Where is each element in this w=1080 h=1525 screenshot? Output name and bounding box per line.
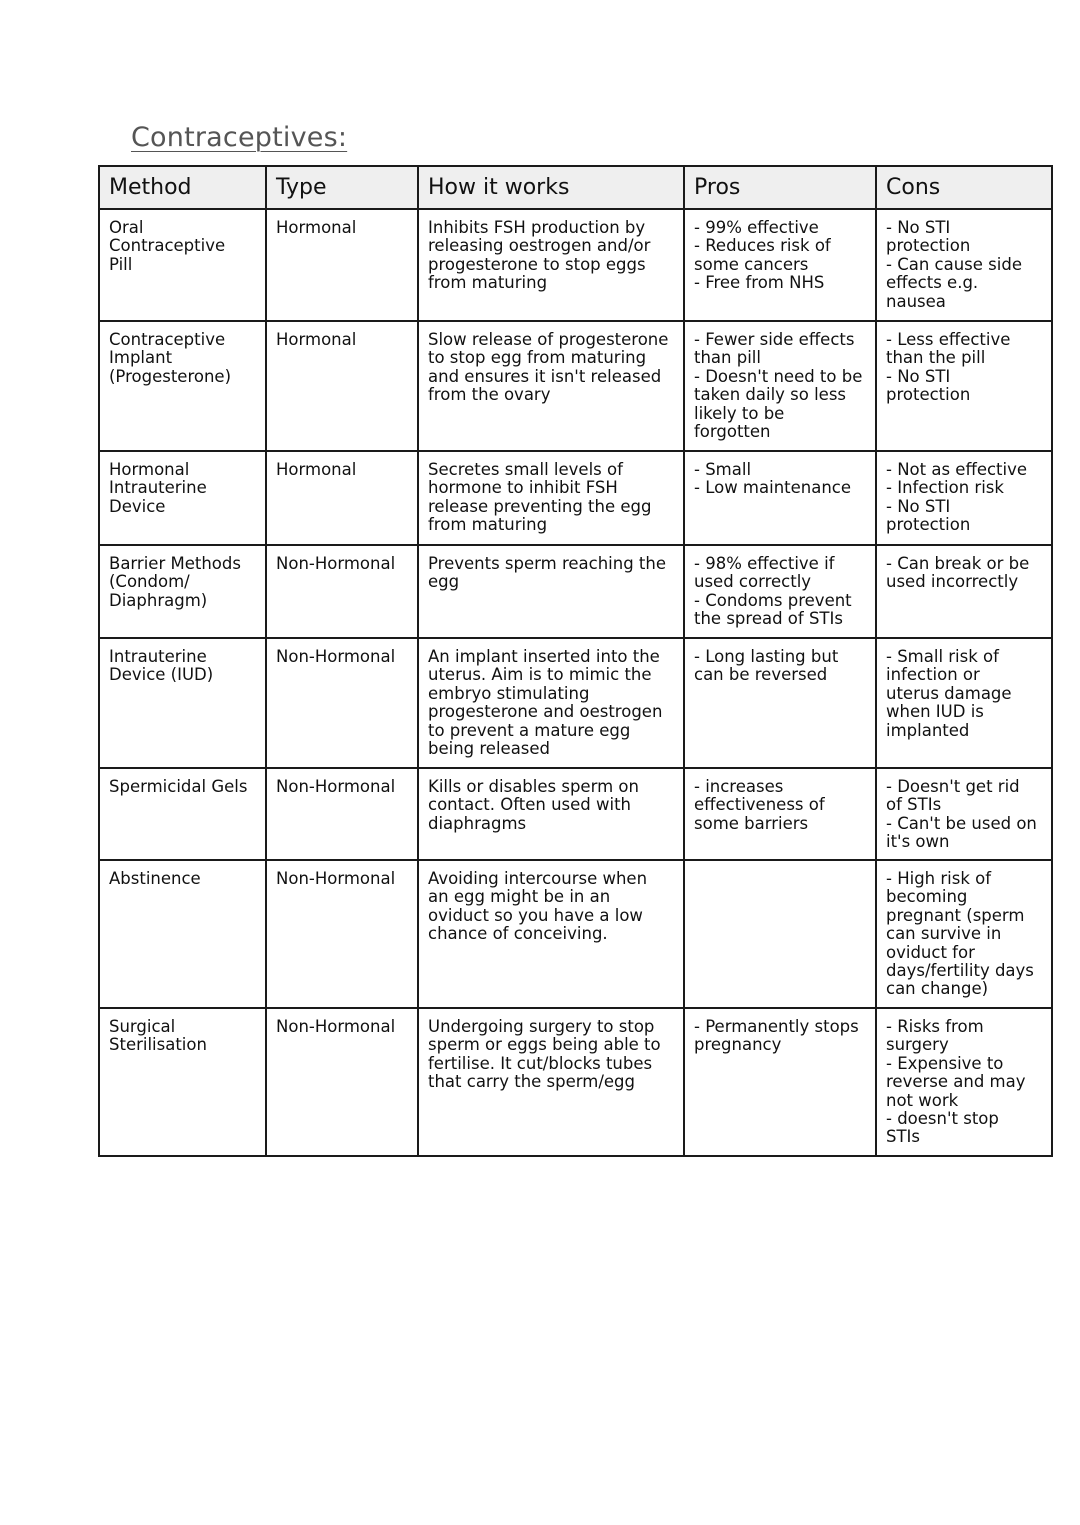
cell-method: Intrauterine Device (IUD) [99, 638, 266, 768]
cell-method: Oral Contraceptive Pill [99, 209, 266, 321]
header-pros: Pros [684, 166, 876, 209]
table-row [99, 321, 1052, 451]
page-title: Contraceptives: [131, 122, 348, 153]
cell-cons: - Less effective than the pill - No STI protection [876, 321, 1052, 451]
cell-how-it-works: Inhibits FSH production by releasing oestrogen and/or progesterone to stop eggs from maturing [418, 209, 684, 321]
cell-cons: - Can break or be used incorrectly [876, 545, 1052, 638]
table-row [99, 545, 1052, 638]
table-row [99, 451, 1052, 545]
cell-method: Hormonal Intrauterine Device [99, 451, 266, 545]
table-row [99, 638, 1052, 768]
cell-type: Non-Hormonal [266, 638, 418, 768]
cell-how-it-works: Undergoing surgery to stop sperm or eggs being able to fertilise. It cut/blocks tubes that carry the sperm/egg [418, 1008, 684, 1156]
cell-cons: - Risks from surgery - Expensive to reverse and may not work - doesn't stop STIs [876, 1008, 1052, 1156]
cell-cons: - Doesn't get rid of STIs - Can't be used on it's own [876, 768, 1052, 860]
cell-type: Non-Hormonal [266, 1008, 418, 1156]
header-type: Type [266, 166, 418, 209]
table-row [99, 768, 1052, 860]
cell-method: Surgical Sterilisation [99, 1008, 266, 1156]
cell-type: Non-Hormonal [266, 860, 418, 1008]
cell-type: Hormonal [266, 209, 418, 321]
cell-how-it-works: Secretes small levels of hormone to inhibit FSH release preventing the egg from maturing [418, 451, 684, 545]
cell-type: Non-Hormonal [266, 545, 418, 638]
header-method: Method [99, 166, 266, 209]
cell-how-it-works: An implant inserted into the uterus. Aim is to mimic the embryo stimulating progesterone and oestrogen to prevent a mature egg being released [418, 638, 684, 768]
cell-method: Abstinence [99, 860, 266, 1008]
header-how-it-works: How it works [418, 166, 684, 209]
cell-how-it-works: Kills or disables sperm on contact. Often used with diaphragms [418, 768, 684, 860]
cell-pros [684, 860, 876, 1008]
cell-pros: - Permanently stops pregnancy [684, 1008, 876, 1156]
table-row [99, 209, 1052, 321]
header-cons: Cons [876, 166, 1052, 209]
cell-how-it-works: Avoiding intercourse when an egg might be in an oviduct so you have a low chance of conceiving. [418, 860, 684, 1008]
header-row [99, 166, 1052, 209]
cell-type: Hormonal [266, 321, 418, 451]
cell-type: Non-Hormonal [266, 768, 418, 860]
cell-pros: - 99% effective - Reduces risk of some cancers - Free from NHS [684, 209, 876, 321]
cell-cons: - No STI protection - Can cause side effects e.g. nausea [876, 209, 1052, 321]
table-row [99, 1008, 1052, 1156]
cell-method: Spermicidal Gels [99, 768, 266, 860]
cell-method: Contraceptive Implant (Progesterone) [99, 321, 266, 451]
cell-pros: - 98% effective if used correctly - Condoms prevent the spread of STIs [684, 545, 876, 638]
cell-method: Barrier Methods (Condom/ Diaphragm) [99, 545, 266, 638]
cell-pros: - Long lasting but can be reversed [684, 638, 876, 768]
table-row [99, 860, 1052, 1008]
cell-cons: - Small risk of infection or uterus damage when IUD is implanted [876, 638, 1052, 768]
cell-cons: - High risk of becoming pregnant (sperm can survive in oviduct for days/fertility days can change) [876, 860, 1052, 1008]
cell-pros: - increases effectiveness of some barriers [684, 768, 876, 860]
cell-how-it-works: Prevents sperm reaching the egg [418, 545, 684, 638]
contraceptives-table [98, 165, 1053, 1157]
cell-cons: - Not as effective - Infection risk - No STI protection [876, 451, 1052, 545]
cell-type: Hormonal [266, 451, 418, 545]
cell-how-it-works: Slow release of progesterone to stop egg from maturing and ensures it isn't released from the ovary [418, 321, 684, 451]
cell-pros: - Fewer side effects than pill - Doesn't need to be taken daily so less likely to be forgotten [684, 321, 876, 451]
cell-pros: - Small - Low maintenance [684, 451, 876, 545]
